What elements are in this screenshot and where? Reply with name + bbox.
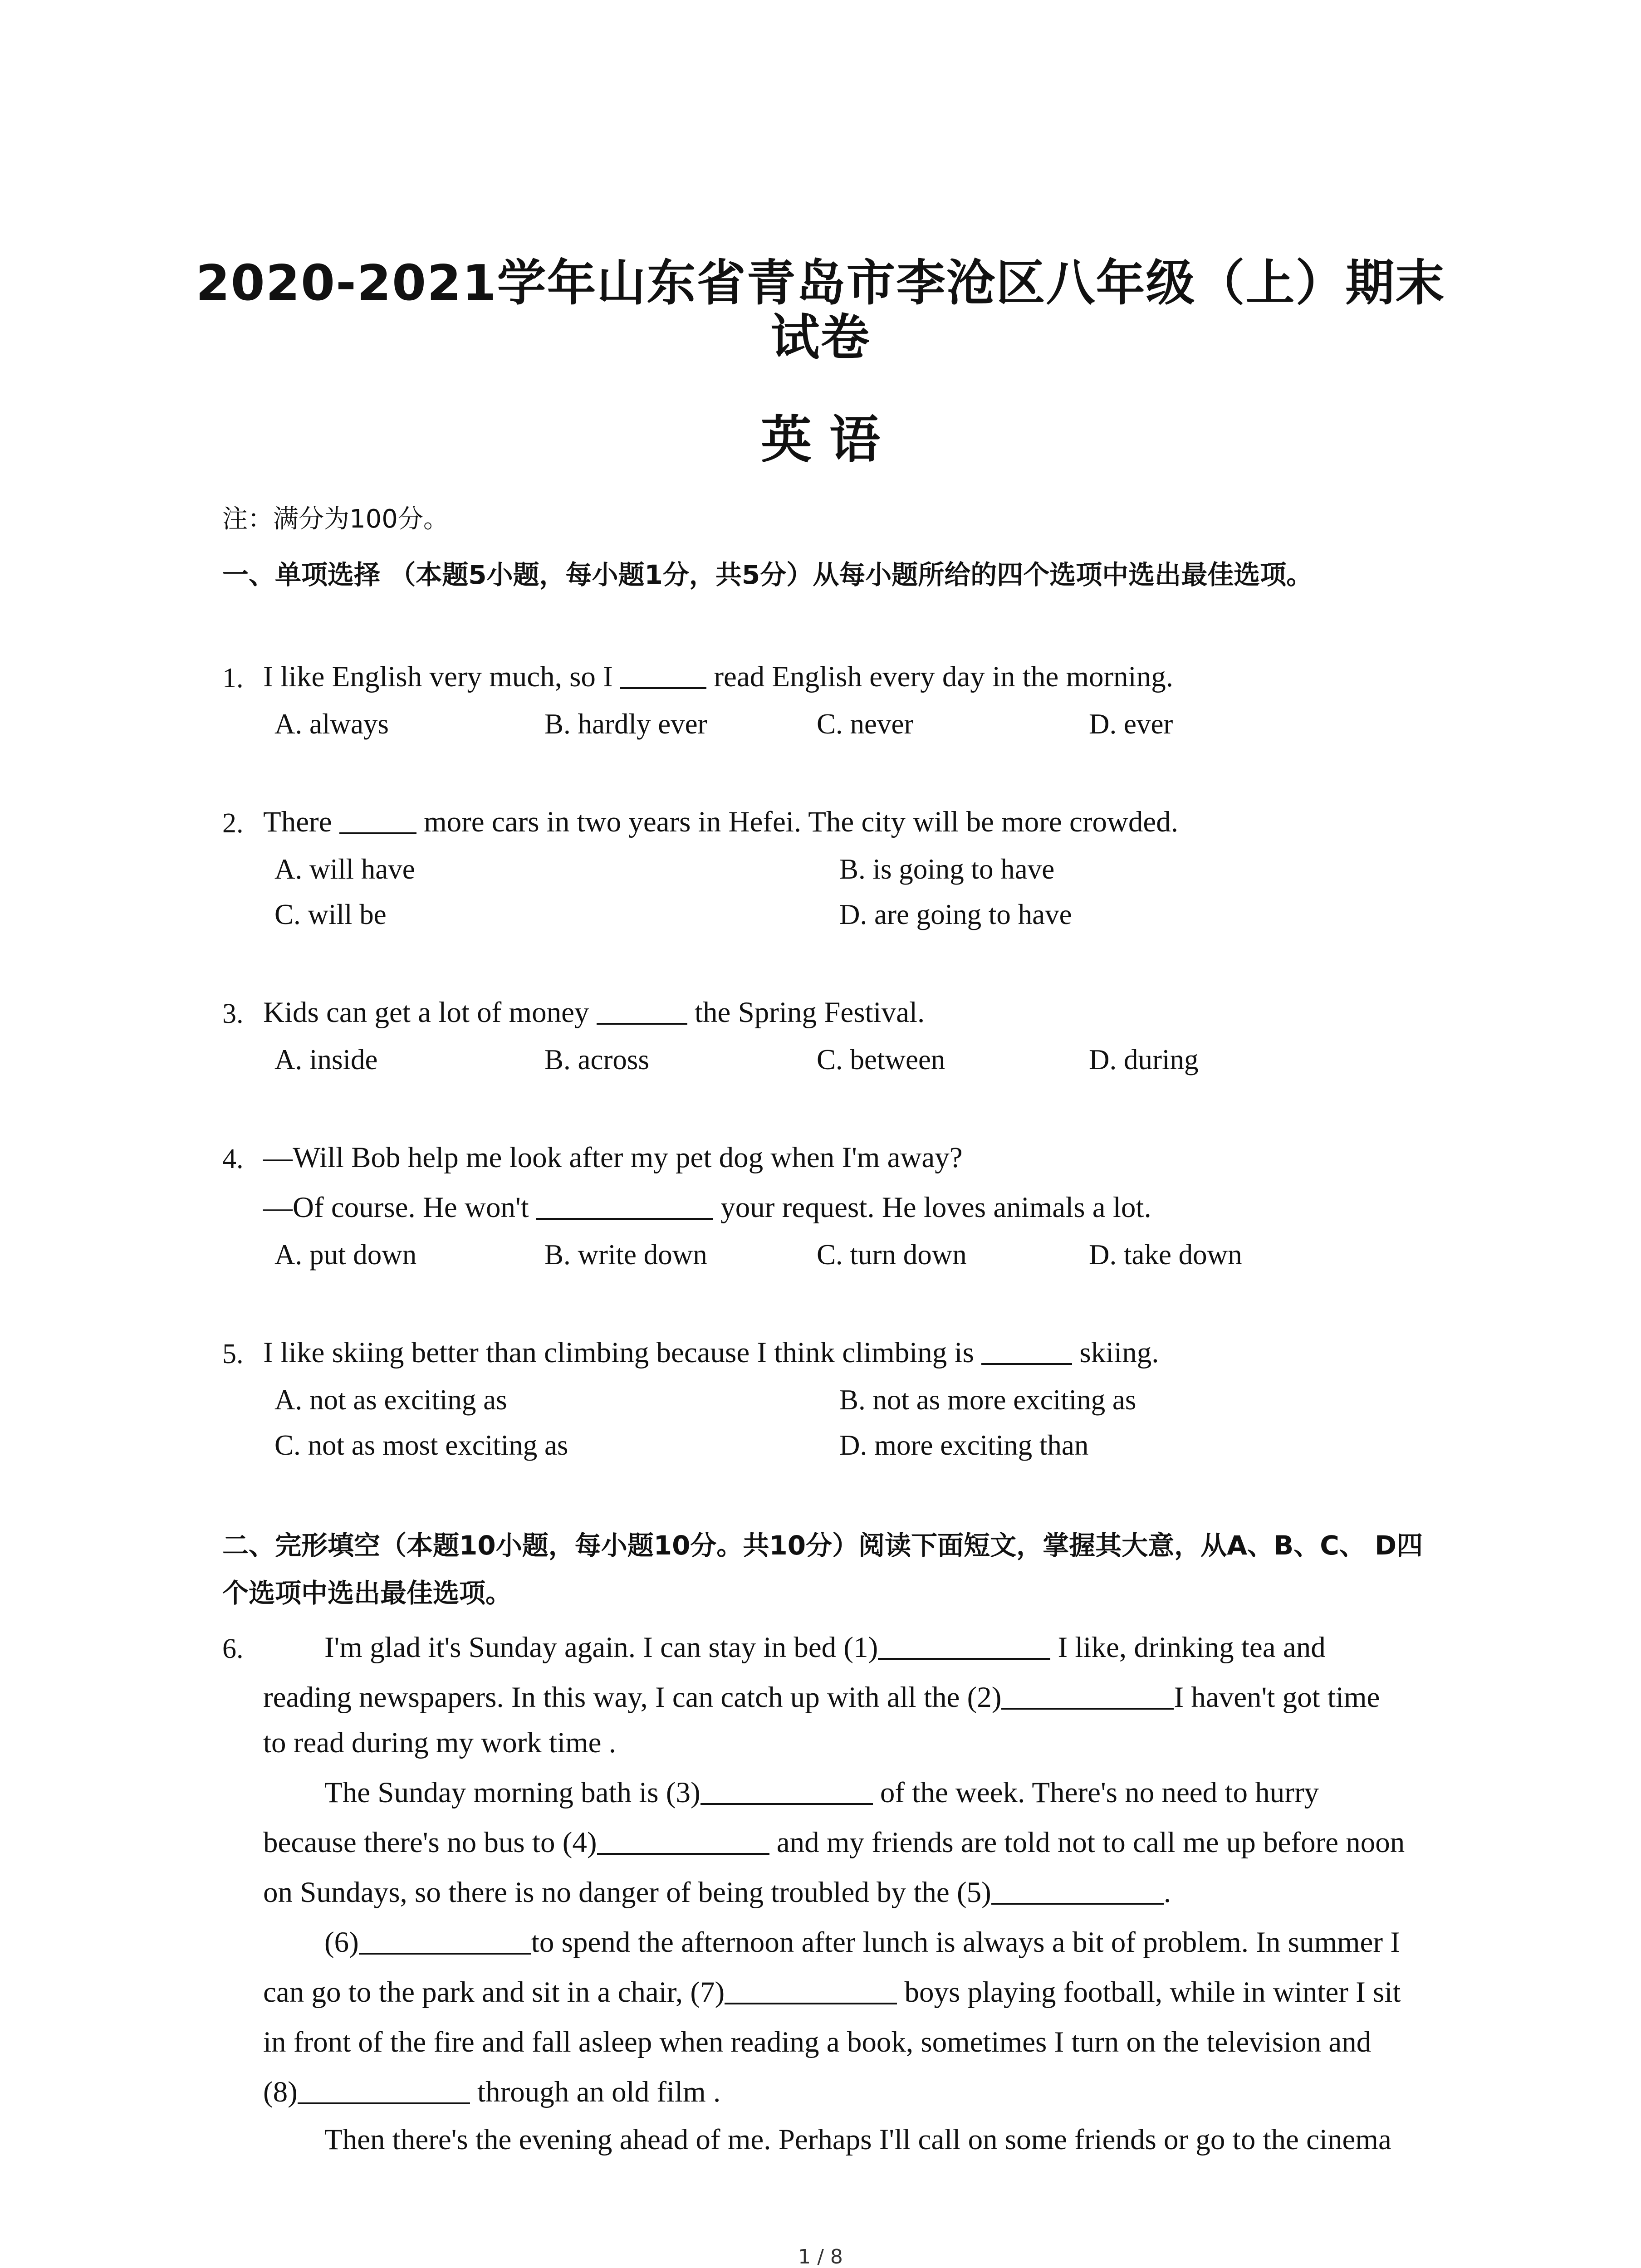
option-b: B. is going to have xyxy=(839,853,1055,885)
cloze-blank-1 xyxy=(878,1632,1050,1660)
passage-line: (6) to spend the afternoon after lunch is always a bit of problem. In summer I xyxy=(324,1926,1400,1959)
option-c: C. turn down xyxy=(817,1239,967,1271)
page-number: 1 / 8 xyxy=(798,2245,843,2268)
option-a: A. put down xyxy=(274,1239,417,1271)
option-d: D. more exciting than xyxy=(839,1429,1089,1461)
subject-heading: 英 语 xyxy=(761,411,880,469)
answer-blank xyxy=(981,1337,1072,1365)
answer-blank xyxy=(597,997,687,1025)
question-number: 2. xyxy=(222,808,244,839)
passage-line: in front of the fire and fall asleep when reading a book, sometimes I turn on the television and xyxy=(263,2026,1372,2058)
cloze-blank-6 xyxy=(359,1926,531,1955)
option-c: C. never xyxy=(817,708,914,740)
passage-line: I'm glad it's Sunday again. I can stay in bed (1) I like, drinking tea and xyxy=(324,1631,1326,1664)
passage-line: because there's no bus to (4) and my friends are told not to call me up before noon xyxy=(263,1826,1405,1859)
score-note: 注：满分为100分。 xyxy=(222,504,449,534)
question-3-text: Kids can get a lot of money the Spring Festival. xyxy=(263,996,925,1029)
option-a: A. inside xyxy=(274,1044,378,1075)
exam-title-line-1: 2020-2021学年山东省青岛市李沧区八年级（上）期末 xyxy=(196,255,1445,312)
section-2-heading: 二、完形填空（本题10小题，每小题10分。共10分）阅读下面短文，掌握其大意，从A、B、C、 D四个选项中选出最佳选项。 xyxy=(222,1530,1423,1608)
passage-line: to read during my work time . xyxy=(263,1726,617,1759)
cloze-blank-8 xyxy=(298,2076,470,2105)
option-b: B. across xyxy=(544,1044,649,1075)
option-a: A. always xyxy=(274,708,389,740)
exam-title-line-2: 试卷 xyxy=(770,309,871,366)
cloze-blank-4 xyxy=(597,1827,769,1855)
option-c: C. not as most exciting as xyxy=(274,1429,568,1461)
passage-line: (8) through an old film . xyxy=(263,2076,721,2108)
cloze-blank-7 xyxy=(725,1976,897,2005)
section-1-heading: 一、单项选择 （本题5小题，每小题1分，共5分）从每小题所给的四个选项中选出最佳选项。 xyxy=(222,559,1313,590)
option-b: B. not as more exciting as xyxy=(839,1384,1136,1416)
passage-line: on Sundays, so there is no danger of being troubled by the (5) . xyxy=(263,1876,1171,1909)
option-d: D. ever xyxy=(1089,708,1173,740)
question-1-text: I like English very much, so I read English every day in the morning. xyxy=(263,660,1173,693)
option-d: D. take down xyxy=(1089,1239,1242,1271)
answer-blank xyxy=(536,1192,713,1220)
cloze-blank-2 xyxy=(1001,1681,1174,1710)
answer-blank xyxy=(620,661,706,689)
passage-line: Then there's the evening ahead of me. Perhaps I'll call on some friends or go to the cinema xyxy=(324,2123,1391,2156)
option-a: A. will have xyxy=(274,853,415,885)
question-number: 5. xyxy=(222,1339,244,1369)
question-4-line-2: —Of course. He won't your request. He loves animals a lot. xyxy=(263,1191,1151,1224)
question-number: 6. xyxy=(222,1633,244,1664)
question-number: 3. xyxy=(222,998,244,1029)
option-c: C. between xyxy=(817,1044,945,1075)
passage-line: reading newspapers. In this way, I can catch up with all the (2) I haven't got time xyxy=(263,1681,1380,1714)
question-2-text: There more cars in two years in Hefei. The city will be more crowded. xyxy=(263,806,1179,838)
option-d: D. during xyxy=(1089,1044,1199,1075)
question-number: 4. xyxy=(222,1144,244,1174)
option-d: D. are going to have xyxy=(839,899,1072,930)
option-c: C. will be xyxy=(274,899,387,930)
question-4-line-1: —Will Bob help me look after my pet dog when I'm away? xyxy=(263,1141,963,1174)
option-b: B. write down xyxy=(544,1239,707,1271)
passage-line: can go to the park and sit in a chair, (7) boys playing football, while in winter I sit xyxy=(263,1976,1401,2009)
question-number: 1. xyxy=(222,663,244,694)
cloze-blank-3 xyxy=(700,1777,873,1805)
question-5-text: I like skiing better than climbing because I think climbing is skiing. xyxy=(263,1336,1159,1369)
passage-line: The Sunday morning bath is (3) of the week. There's no need to hurry xyxy=(324,1776,1319,1809)
answer-blank xyxy=(339,806,416,835)
cloze-blank-5 xyxy=(991,1877,1164,1905)
option-b: B. hardly ever xyxy=(544,708,707,740)
option-a: A. not as exciting as xyxy=(274,1384,507,1416)
